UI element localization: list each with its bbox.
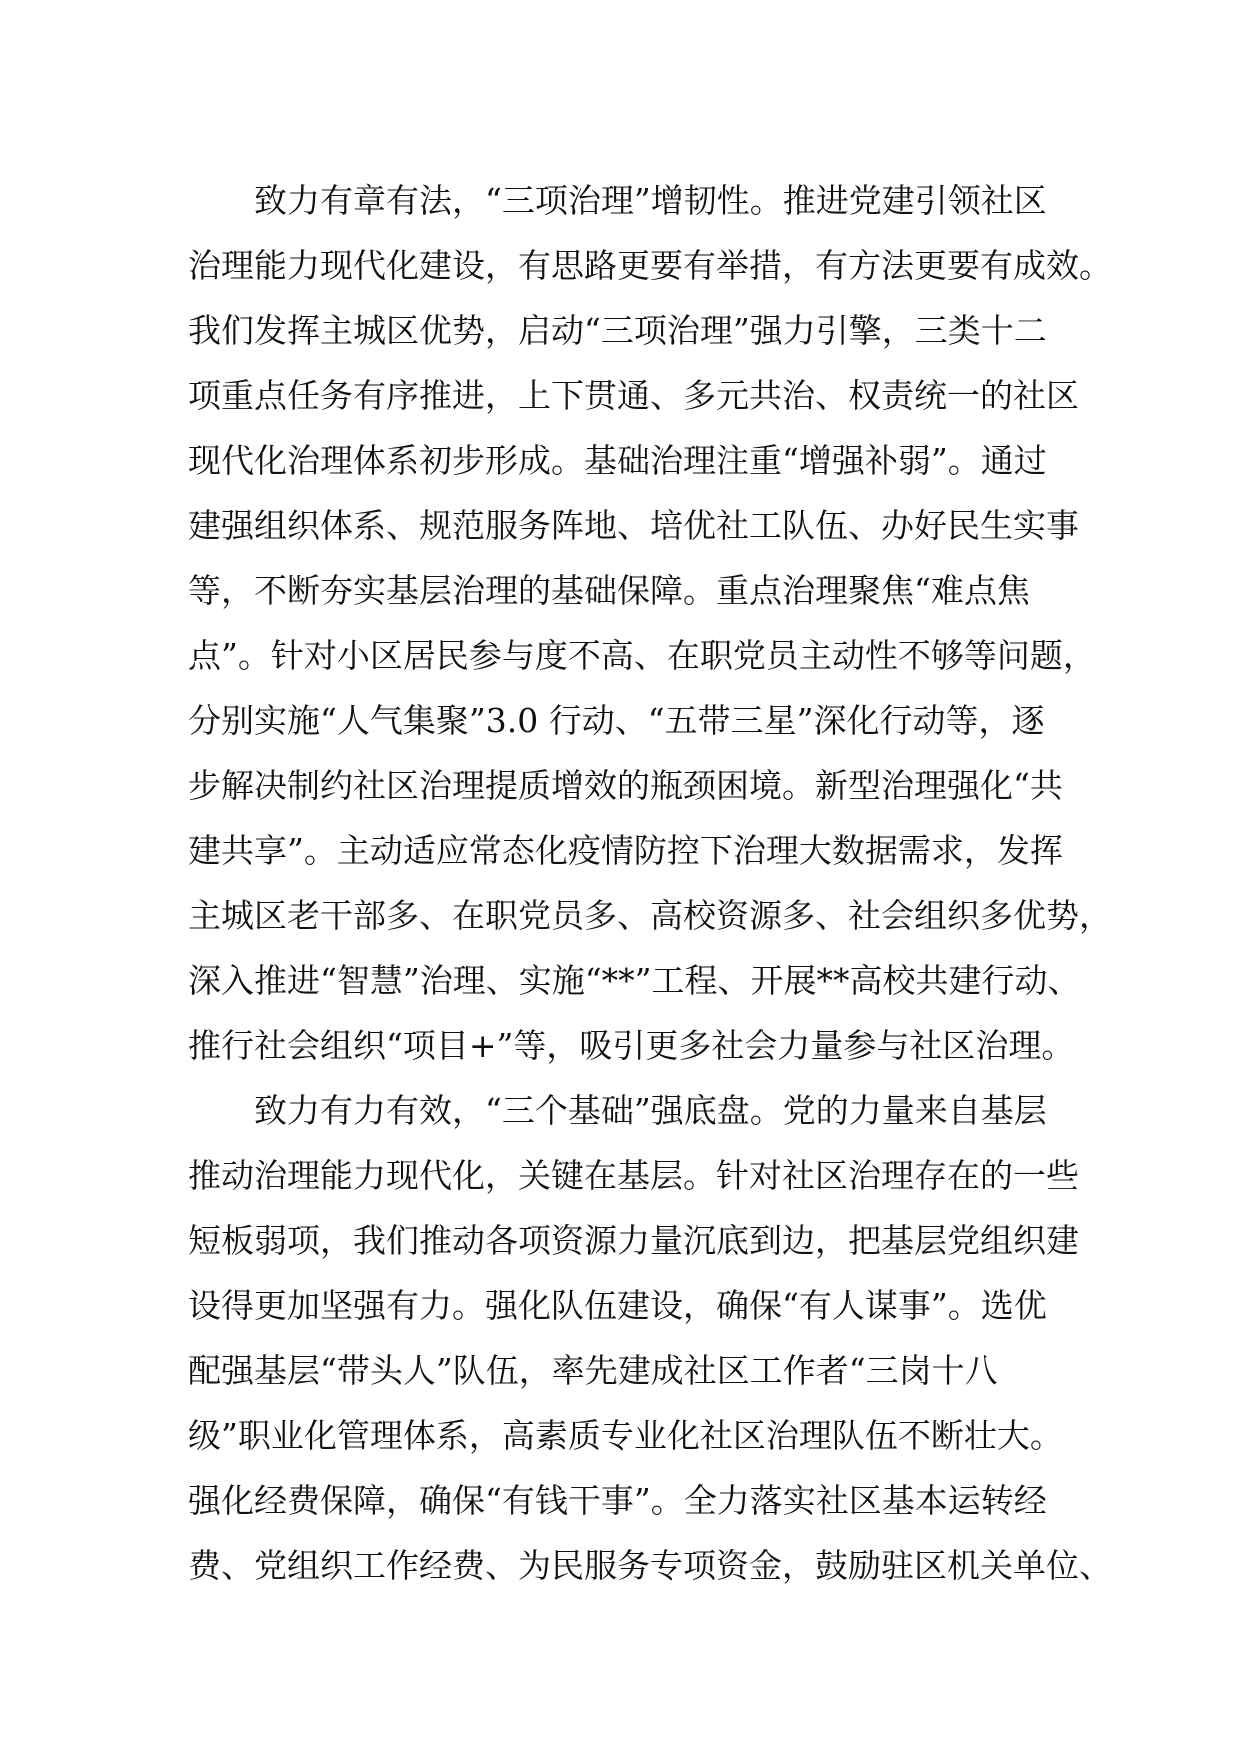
text-line: 建共享”。主动适应常态化疫情防控下治理大数据需求，发挥 [188, 831, 1063, 870]
text-line: 设得更加坚强有力。强化队伍建设，确保“有人谋事”。选优 [188, 1286, 1047, 1325]
text-line: 深入推进“智慧”治理、实施“**”工程、开展**高校共建行动、 [188, 961, 1081, 1000]
text-line: 建强组织体系、规范服务阵地、培优社工队伍、办好民生实事 [188, 506, 1079, 545]
text-line: 项重点任务有序推进，上下贯通、多元共治、权责统一的社区 [188, 376, 1079, 415]
text-line: 治理能力现代化建设，有思路更要有举措，有方法更要有成效。 [188, 246, 1112, 285]
text-line: 级”职业化管理体系，高素质专业化社区治理队伍不断壮大。 [188, 1416, 1063, 1455]
text-line: 致力有力有效，“三个基础”强底盘。党的力量来自基层 [254, 1091, 1047, 1130]
text-line: 推动治理能力现代化，关键在基层。针对社区治理存在的一些 [188, 1156, 1079, 1195]
text-line: 配强基层“带头人”队伍，率先建成社区工作者“三岗十八 [188, 1351, 998, 1390]
text-line: 短板弱项，我们推动各项资源力量沉底到边，把基层党组织建 [188, 1221, 1079, 1260]
text-line: 点”。针对小区居民参与度不高、在职党员主动性不够等问题， [188, 636, 1096, 675]
text-line: 推行社会组织“项目+”等，吸引更多社会力量参与社区治理。 [188, 1026, 1075, 1065]
text-line: 主城区老干部多、在职党员多、高校资源多、社会组织多优势， [188, 896, 1112, 935]
text-line: 分别实施“人气集聚”3.0 行动、“五带三星”深化行动等，逐 [188, 701, 1045, 740]
text-line: 步解决制约社区治理提质增效的瓶颈困境。新型治理强化“共 [188, 766, 1063, 805]
text-line: 我们发挥主城区优势，启动“三项治理”强力引擎，三类十二 [188, 311, 1047, 350]
text-line: 等，不断夯实基层治理的基础保障。重点治理聚焦“难点焦 [188, 571, 1030, 610]
text-line: 现代化治理体系初步形成。基础治理注重“增强补弱”。通过 [188, 441, 1047, 480]
text-line: 强化经费保障，确保“有钱干事”。全力落实社区基本运转经 [188, 1481, 1047, 1520]
document-body [188, 168, 1112, 1598]
text-line: 费、党组织工作经费、为民服务专项资金，鼓励驻区机关单位、 [188, 1546, 1112, 1585]
text-line: 致力有章有法，“三项治理”增韧性。推进党建引领社区 [254, 181, 1047, 220]
